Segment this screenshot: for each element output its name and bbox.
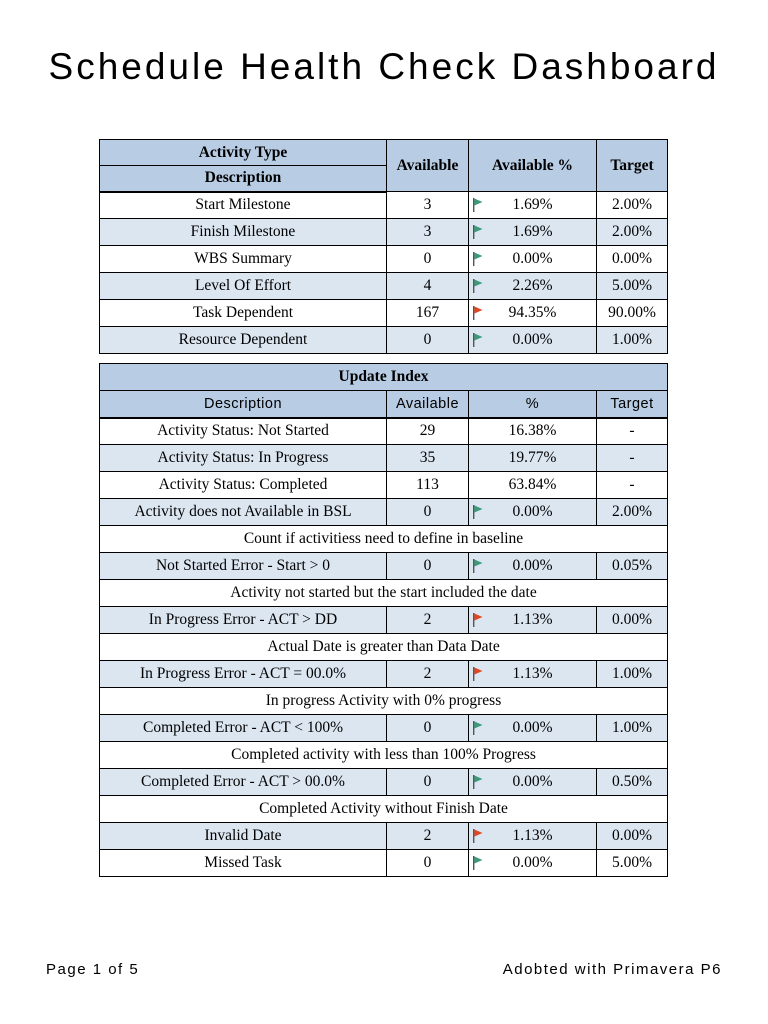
note-row — [100, 688, 668, 715]
target-cell — [597, 607, 668, 634]
table-row — [100, 472, 668, 499]
target-cell-text: 2.00% — [611, 223, 653, 240]
target-cell — [597, 246, 668, 273]
pct-cell — [469, 850, 597, 877]
pct-cell-text: 0.00% — [512, 773, 553, 790]
pct-cell-text: 1.13% — [512, 827, 553, 844]
table-row — [100, 246, 668, 273]
pct-cell-text: 0.00% — [512, 250, 553, 267]
pct-cell — [469, 445, 597, 472]
description-header: Description — [100, 391, 387, 418]
description-cell-text: In Progress Error - ACT > DD — [148, 611, 338, 628]
green-flag-icon — [473, 333, 483, 347]
description-cell — [100, 607, 387, 634]
target-cell — [597, 769, 668, 796]
update-index-title: Update Index — [100, 364, 668, 391]
target-cell-text: 2.00% — [611, 503, 653, 520]
available-cell — [387, 219, 469, 246]
description-cell — [100, 273, 387, 300]
available-cell-text: 0 — [423, 503, 432, 520]
available-cell-text: 2 — [423, 665, 432, 682]
target-cell-text: 0.00% — [611, 611, 653, 628]
update-index-table — [99, 363, 668, 877]
activity-type-table — [99, 139, 668, 354]
target-cell — [597, 273, 668, 300]
red-flag-icon — [473, 613, 483, 627]
table-row — [100, 769, 668, 796]
table-row — [100, 715, 668, 742]
pct-cell-text: 1.69% — [512, 196, 553, 213]
note-cell: Activity not started but the start included the date — [100, 580, 668, 607]
available-cell — [387, 246, 469, 273]
green-flag-icon — [473, 775, 483, 789]
note-row — [100, 634, 668, 661]
description-cell-text: WBS Summary — [194, 250, 292, 267]
target-cell-text: 1.00% — [611, 665, 653, 682]
red-flag-icon — [473, 306, 483, 320]
target-header: Target — [597, 391, 668, 418]
red-flag-icon — [473, 829, 483, 843]
target-cell-text: 0.05% — [611, 557, 653, 574]
green-flag-icon — [473, 225, 483, 239]
target-cell-text: 5.00% — [611, 277, 653, 294]
target-cell — [597, 499, 668, 526]
description-cell-text: Invalid Date — [204, 827, 282, 844]
available-pct-header: Available % — [469, 140, 597, 192]
pct-cell — [469, 823, 597, 850]
available-cell-text: 29 — [419, 422, 436, 440]
target-cell-text: 1.00% — [611, 719, 653, 736]
target-cell-text: 0.00% — [611, 250, 653, 267]
note-row — [100, 742, 668, 769]
pct-cell — [469, 553, 597, 580]
available-cell-text: 0 — [423, 557, 432, 574]
description-cell — [100, 418, 387, 445]
green-flag-icon — [473, 505, 483, 519]
note-cell: Actual Date is greater than Data Date — [100, 634, 668, 661]
available-cell — [387, 445, 469, 472]
target-header: Target — [597, 140, 668, 192]
available-header: Available — [387, 140, 469, 192]
pct-cell-text: 63.84% — [508, 476, 557, 493]
description-cell — [100, 300, 387, 327]
available-cell-text: 0 — [423, 250, 432, 267]
target-cell-text: 0.50% — [611, 773, 653, 790]
target-cell — [597, 823, 668, 850]
pct-cell — [469, 499, 597, 526]
description-cell-text: Activity Status: Not Started — [157, 422, 329, 440]
target-cell — [597, 300, 668, 327]
description-cell — [100, 192, 387, 219]
available-cell — [387, 327, 469, 354]
pct-cell — [469, 769, 597, 796]
description-cell — [100, 850, 387, 877]
page-number: Page 1 of 5 — [46, 961, 140, 978]
table-row — [100, 327, 668, 354]
pct-cell-text: 0.00% — [512, 331, 553, 348]
description-cell — [100, 769, 387, 796]
target-cell — [597, 715, 668, 742]
red-flag-icon — [473, 667, 483, 681]
pct-cell-text: 16.38% — [508, 422, 557, 440]
target-cell-text: 1.00% — [611, 331, 653, 348]
green-flag-icon — [473, 198, 483, 212]
available-cell-text: 0 — [423, 719, 432, 736]
table-row — [100, 553, 668, 580]
available-cell — [387, 850, 469, 877]
description-cell — [100, 472, 387, 499]
description-cell — [100, 445, 387, 472]
pct-cell-text: 0.00% — [512, 557, 553, 574]
green-flag-icon — [473, 856, 483, 870]
available-cell-text: 0 — [423, 773, 432, 790]
available-cell — [387, 418, 469, 445]
note-row — [100, 580, 668, 607]
target-cell-text: - — [629, 422, 635, 440]
available-cell-text: 2 — [423, 611, 432, 628]
footer-credit: Adobted with Primavera P6 — [502, 961, 722, 978]
available-cell — [387, 192, 469, 219]
pct-cell-text: 0.00% — [512, 854, 553, 871]
note-cell: In progress Activity with 0% progress — [100, 688, 668, 715]
target-cell — [597, 327, 668, 354]
description-cell-text: Level Of Effort — [194, 277, 292, 294]
available-cell-text: 113 — [416, 476, 439, 493]
description-cell-text: In Progress Error - ACT = 00.0% — [139, 665, 347, 682]
description-cell-text: Task Dependent — [192, 304, 294, 321]
target-cell — [597, 661, 668, 688]
available-cell — [387, 823, 469, 850]
table-row — [100, 300, 668, 327]
pct-cell — [469, 607, 597, 634]
available-cell — [387, 472, 469, 499]
table-row — [100, 192, 668, 219]
available-cell — [387, 300, 469, 327]
description-cell-text: Completed Error - ACT > 00.0% — [141, 773, 345, 790]
green-flag-icon — [473, 279, 483, 293]
available-cell — [387, 499, 469, 526]
table-row — [100, 445, 668, 472]
pct-cell — [469, 192, 597, 219]
pct-cell — [469, 418, 597, 445]
available-cell-text: 3 — [423, 223, 432, 240]
pct-cell — [469, 219, 597, 246]
description-cell-text: Missed Task — [204, 854, 282, 871]
target-cell — [597, 418, 668, 445]
description-cell — [100, 499, 387, 526]
description-header: Description — [100, 166, 387, 192]
pct-cell — [469, 327, 597, 354]
available-cell-text: 0 — [423, 331, 432, 348]
description-cell-text: Activity does not Available in BSL — [134, 503, 352, 520]
target-cell-text: 90.00% — [608, 304, 656, 321]
pct-cell-text: 94.35% — [508, 304, 557, 321]
target-cell — [597, 219, 668, 246]
pct-header: % — [469, 391, 597, 418]
description-cell — [100, 553, 387, 580]
pct-cell-text: 19.77% — [508, 449, 557, 466]
pct-cell-text: 1.13% — [512, 665, 553, 682]
table-row — [100, 273, 668, 300]
note-cell: Completed activity with less than 100% Progress — [100, 742, 668, 769]
note-row — [100, 526, 668, 553]
pct-cell-text: 0.00% — [512, 503, 553, 520]
green-flag-icon — [473, 252, 483, 266]
table-row — [100, 219, 668, 246]
green-flag-icon — [473, 721, 483, 735]
table-row — [100, 607, 668, 634]
pct-cell-text: 2.26% — [512, 277, 553, 294]
description-cell — [100, 823, 387, 850]
pct-cell — [469, 273, 597, 300]
target-cell-text: - — [629, 449, 635, 466]
target-cell-text: 5.00% — [611, 854, 653, 871]
activity-type-header: Activity Type — [100, 140, 387, 166]
pct-cell — [469, 715, 597, 742]
target-cell-text: 0.00% — [611, 827, 653, 844]
available-cell-text: 4 — [423, 277, 432, 294]
target-cell — [597, 472, 668, 499]
target-cell-text: 2.00% — [611, 196, 653, 213]
pct-cell-text: 1.13% — [512, 611, 553, 628]
pct-cell-text: 1.69% — [512, 223, 553, 240]
pct-cell — [469, 300, 597, 327]
available-cell — [387, 715, 469, 742]
description-cell-text: Activity Status: Completed — [158, 476, 328, 493]
description-cell — [100, 715, 387, 742]
pct-cell — [469, 246, 597, 273]
available-cell — [387, 273, 469, 300]
target-cell — [597, 553, 668, 580]
description-cell — [100, 327, 387, 354]
target-cell-text: - — [629, 476, 635, 493]
table-row — [100, 661, 668, 688]
description-cell-text: Completed Error - ACT < 100% — [142, 719, 344, 736]
description-cell-text: Activity Status: In Progress — [157, 449, 329, 466]
pct-cell — [469, 661, 597, 688]
description-cell-text: Finish Milestone — [190, 223, 296, 240]
available-cell-text: 3 — [423, 196, 432, 213]
available-cell-text: 35 — [419, 449, 436, 466]
table-row — [100, 499, 668, 526]
description-cell — [100, 246, 387, 273]
available-cell-text: 167 — [415, 304, 440, 321]
available-cell-text: 2 — [423, 827, 432, 844]
page-title: Schedule Health Check Dashboard — [48, 46, 720, 87]
available-cell — [387, 661, 469, 688]
available-header: Available — [387, 391, 469, 418]
description-cell — [100, 219, 387, 246]
table-row — [100, 850, 668, 877]
note-cell: Completed Activity without Finish Date — [100, 796, 668, 823]
available-cell-text: 0 — [423, 854, 432, 871]
available-cell — [387, 553, 469, 580]
description-cell — [100, 661, 387, 688]
table-row — [100, 823, 668, 850]
target-cell — [597, 850, 668, 877]
target-cell — [597, 445, 668, 472]
target-cell — [597, 192, 668, 219]
description-cell-text: Start Milestone — [195, 196, 291, 214]
table-row — [100, 418, 668, 445]
note-row — [100, 796, 668, 823]
available-cell — [387, 769, 469, 796]
pct-cell-text: 0.00% — [512, 719, 553, 736]
note-cell: Count if activitiess need to define in baseline — [100, 526, 668, 553]
description-cell-text: Not Started Error - Start > 0 — [155, 557, 331, 574]
description-cell-text: Resource Dependent — [178, 331, 308, 348]
pct-cell — [469, 472, 597, 499]
green-flag-icon — [473, 559, 483, 573]
available-cell — [387, 607, 469, 634]
